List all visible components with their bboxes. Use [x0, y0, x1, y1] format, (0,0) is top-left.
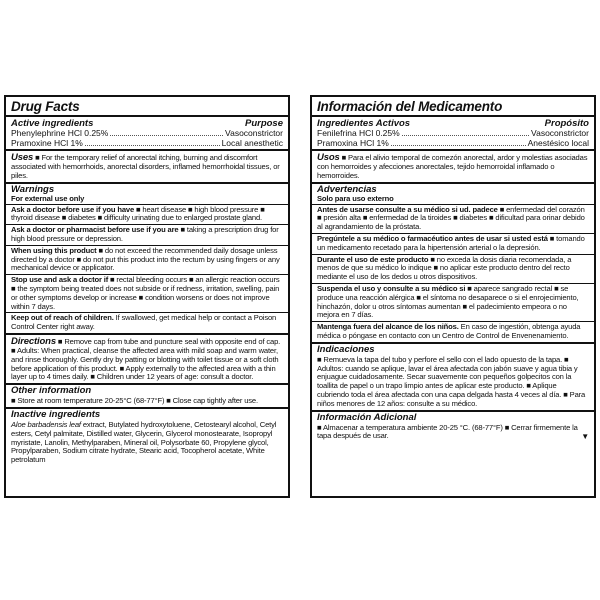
ask-doctor-label: Antes de usarse consulte a su médico si ud. padece	[317, 204, 498, 214]
directions-text: ■ Remueva la tapa del tubo y perfore el sello con el lado opuesto de la tapa. ■ Adultos: cuando se aplique, lavar el área afectada con jabón suave y agua tibia y enjuague cuidadosamente. Secar suavemente con pequeños golpecitos con la toallita de papel o un trapo limpio antes de aplicar este producto. ■ Aplique cubriendo toda el área afectada con una capa delgada hasta 4 veces al día. ■ Para niños menores de 12 años: consulte a su médico.	[317, 354, 586, 408]
ask-doctor-label: Ask a doctor before use if you have	[11, 204, 135, 214]
when-using-label: Durante el uso de este producto	[317, 254, 429, 264]
stop-use-warning	[317, 284, 589, 321]
other-information-text: ■ Store at room temperature 20-25°C (68-77°F) ■ Close cap tightly after use.	[11, 396, 258, 406]
ask-doctor-warning	[11, 205, 283, 225]
ingredient-purpose: Anestésico local	[527, 137, 589, 148]
ingredient-name: Pramoxine HCl 1%	[11, 137, 83, 148]
when-using-warning	[11, 246, 283, 274]
inactive-list: extract, Butylated hydroxytoluene, Cetostearyl alcohol, Cetyl esters, Cetyl palmitate, Distilled water, Glycerin, Glycerol monostearate, Isopropyl myristate, Lanolin, Methylparaben, Mineral oil, Polysorbate 60, Propylene glycol, Propylparaben, Sodium citrate hydrate, Stearic acid, Tocopherol acetate, White petrolatum	[11, 419, 277, 465]
ingredient-purpose: Local anesthetic	[221, 137, 283, 148]
external-use-note	[11, 195, 283, 204]
divider	[6, 115, 288, 117]
keep-out-warning	[317, 322, 589, 342]
keep-out-text: En caso de ingestión, obtenga ayuda médica o póngase en contacto con un Centro de Control de Envenenamiento.	[317, 322, 581, 340]
when-using-label: When using this product	[11, 245, 97, 255]
ask-doctor-warning	[317, 205, 589, 233]
stop-use-label: Stop use and ask a doctor if	[11, 275, 109, 285]
ask-pharmacist-warning	[317, 234, 589, 254]
ingredient-name: Fenilefrina HCl 0.25%	[317, 128, 400, 138]
ask-doctor-text: ■ heart disease ■ high blood pressure ■ thyroid disease ■ diabetes ■ difficulty urinating due to enlarged prostate gland.	[11, 204, 265, 223]
warnings-title: Advertencias	[317, 183, 377, 195]
ask-pharmacist-text: ■ taking a prescription drug for high blood pressure or depression.	[11, 225, 279, 243]
uses-section	[317, 151, 589, 182]
ask-pharmacist-warning	[11, 225, 283, 245]
leader-dots	[402, 130, 529, 136]
drug-facts-panel-spanish	[310, 95, 596, 498]
stop-use-text: ■ aparece sangrado rectal ■ se produce una reacción alérgica ■ el síntoma no desaparece o si el enrojecimiento, hinchazón, dolor u otros síntomas aumentan ■ el padecimiento empeora o no mejora en 7 días.	[317, 283, 579, 320]
stop-use-warning	[11, 275, 283, 312]
directions-title: Indicaciones	[317, 343, 375, 355]
continue-arrow-icon: ▼	[581, 432, 589, 442]
active-ingredient-row	[11, 139, 283, 149]
uses-label: Uses	[11, 152, 34, 164]
other-information-title: Información Adicional	[317, 411, 417, 423]
inactive-ingredients-title: Inactive ingredients	[11, 408, 101, 420]
inactive-ingredients-text	[11, 420, 283, 466]
panel-title: Información del Medicamento	[317, 99, 503, 114]
ingredient-name: Pramoxina HCl 1%	[317, 137, 389, 148]
other-information-section	[317, 423, 589, 443]
when-using-text: ■ no exceda la dosis diaria recomendada, a menos de que su médico lo indique ■ no aplicar este producto dentro del recto mediante el uso de los dedos u otros dispositivos.	[317, 254, 572, 282]
stop-use-label: Suspenda el uso y consulte a su médico si	[317, 283, 466, 293]
drug-facts-panel-english	[4, 95, 290, 498]
active-ingredients-heading: Active ingredients	[11, 118, 94, 129]
ask-doctor-text: ■ enfermedad del corazón ■ presión alta ■ enfermedad de la tiroides ■ diabetes ■ dificultad para orinar debido al agrandamiento de la próstata.	[317, 204, 585, 232]
uses-section	[11, 151, 283, 182]
uses-text: ■ Para el alivio temporal de comezón anorectal, ardor y molestias asociadas con hemorroides y afecciones anorectales, tejido hemorroidal inflamado o hemorroides.	[317, 153, 588, 180]
ask-pharmacist-text: ■ tomando un medicamento recetado para la hipertensión arterial o la depresión.	[317, 233, 585, 252]
leader-dots	[85, 140, 220, 146]
ask-pharmacist-label: Ask a doctor or pharmacist before use if you are	[11, 225, 179, 235]
ask-pharmacist-label: Pregúntele a su médico o farmacéutico antes de usar si usted está	[317, 233, 548, 243]
uses-text: ■ For the temporary relief of anorectal itching, burning and discomfort associated with hemorrhoids, anorectal disorders, inflamed hemorrhoidal tissues, or piles.	[11, 153, 280, 180]
external-use-text: Solo para uso externo	[317, 193, 394, 203]
directions-label: Directions	[11, 335, 56, 347]
divider	[312, 115, 594, 117]
directions-section	[11, 335, 283, 383]
leader-dots	[391, 140, 526, 146]
directions-text: ■ Remove cap from tube and puncture seal with opposite end of cap. ■ Adults: When practical, cleanse the affected area with mild soap and warm water, and rinse thoroughly. Gently dry by patting or blotting with toilet tissue or a soft cloth before application of this product. ■ Apply externally to the affected area with a thin layer up to 4 times daily. ■ Children under 12 years of age: consult a doctor.	[11, 336, 281, 382]
when-using-warning	[317, 255, 589, 283]
stop-use-text: ■ rectal bleeding occurs ■ an allergic reaction occurs ■ the symptom being treated does not subside or if redness, irritation, swelling, pain or other symptoms develop or increase ■ condition worsens or does not improve within 7 days.	[11, 275, 280, 311]
purpose-heading: Purpose	[244, 118, 283, 129]
active-ingredient-row	[317, 139, 589, 149]
other-information-text: ■ Almacenar a temperatura ambiente 20-25 °C. (68-77°F) ■ Cerrar firmemente la tapa después de usar.	[317, 422, 578, 441]
keep-out-text: If swallowed, get medical help or contact a Poison Control Center right away.	[11, 313, 277, 332]
keep-out-label: Mantenga fuera del alcance de los niños.	[317, 322, 459, 332]
keep-out-warning	[11, 313, 283, 333]
external-use-text: For external use only	[11, 193, 85, 203]
keep-out-label: Keep out of reach of children.	[11, 313, 114, 323]
warnings-title: Warnings	[11, 183, 55, 195]
purpose-heading: Propósito	[544, 118, 589, 129]
other-information-title: Other information	[11, 385, 92, 397]
leader-dots	[110, 130, 223, 136]
when-using-text: ■ do not exceed the recommended daily dosage unless directed by a doctor ■ do not put this product into the rectum by using fingers or any mechanical device or applicator.	[11, 245, 280, 273]
external-use-note	[317, 195, 589, 204]
panel-title: Drug Facts	[11, 99, 80, 114]
ingredient-purpose: Vasoconstrictor	[531, 128, 589, 138]
ingredient-name: Phenylephrine HCl 0.25%	[11, 128, 109, 138]
ingredient-purpose: Vasoconstrictor	[225, 128, 283, 138]
active-ingredients-heading: Ingredientes Activos	[317, 118, 411, 129]
uses-label: Usos	[317, 152, 340, 164]
inactive-lead: Aloe barbadensis leaf	[11, 419, 81, 429]
